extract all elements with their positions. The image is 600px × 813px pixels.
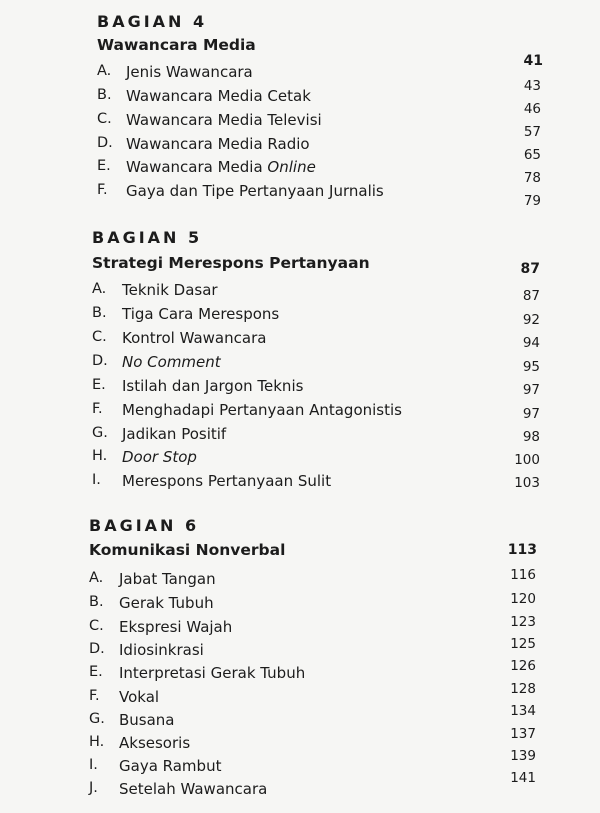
item-page-number: 57 [523,124,541,140]
item-label: Busana [119,711,175,729]
item-letter: A. [89,570,104,586]
item-page-number: 134 [510,703,536,719]
item-letter: F. [97,182,108,198]
item-letter: C. [92,329,107,345]
item-label: Menghadapi Pertanyaan Antagonistis [122,401,402,419]
item-letter: D. [89,641,105,657]
item-page-number: 97 [522,382,540,398]
item-letter: B. [97,87,112,103]
toc-item[interactable] [0,472,600,494]
item-page-number: 94 [522,335,540,351]
toc-item[interactable] [0,87,600,117]
toc-item[interactable] [0,448,600,470]
chapter-page-number: 87 [520,261,540,277]
item-letter: E. [89,664,103,680]
item-label: Merespons Pertanyaan Sulit [122,472,332,490]
item-label: Setelah Wawancara [119,780,268,798]
item-page-number: 79 [523,193,541,209]
item-page-number: 46 [523,101,541,117]
item-label: Aksesoris [119,734,191,752]
toc-item[interactable] [0,425,600,447]
chapter-page-number: 41 [523,53,543,69]
item-page-number: 128 [510,681,536,697]
toc-item[interactable] [0,63,600,94]
item-page-number: 43 [523,78,541,94]
item-label-text: Wawancara Media [126,158,268,176]
item-letter: I. [92,472,101,488]
item-letter: E. [92,377,106,393]
item-label: Vokal [119,688,160,706]
item-page-number: 98 [522,429,540,445]
item-label: Door Stop [122,448,197,466]
chapter-title[interactable]: Wawancara Media [97,36,256,54]
item-letter: C. [89,618,104,634]
item-page-number: 100 [514,452,540,468]
item-page-number: 125 [510,636,536,652]
item-label: Ekspresi Wajah [119,618,233,636]
item-page-number: 126 [510,658,536,674]
item-letter: G. [92,425,108,441]
toc-item[interactable] [0,353,600,375]
item-label: No Comment [122,353,221,371]
item-letter: H. [89,734,105,750]
toc-item[interactable] [0,567,600,592]
section-heading: BAGIAN 6 [89,516,200,535]
item-label: Teknik Dasar [122,281,218,299]
toc-item[interactable] [0,111,600,140]
item-label: Jadikan Positif [122,425,227,443]
item-label: Wawancara Media Radio [126,135,310,153]
item-letter: A. [97,63,112,79]
item-letter: B. [89,594,104,610]
item-label: Tiga Cara Merespons [122,305,280,323]
item-letter: H. [92,448,108,464]
item-letter: B. [92,305,107,321]
item-letter: D. [92,353,108,369]
toc-item[interactable] [0,591,600,616]
item-letter: G. [89,711,105,727]
item-page-number: 141 [510,770,536,786]
item-label: Istilah dan Jargon Teknis [122,377,304,395]
toc-item[interactable] [0,770,600,802]
item-label-italic: Online [267,158,316,176]
item-page-number: 116 [510,567,536,583]
item-page-number: 137 [510,726,536,742]
item-page-number: 139 [510,748,536,764]
item-page-number: 97 [522,406,540,422]
item-label: Idiosinkrasi [119,641,204,659]
item-page-number: 78 [523,170,541,186]
item-letter: I. [89,757,98,773]
section-heading: BAGIAN 5 [92,228,203,247]
item-page-number: 123 [510,614,536,630]
toc-item[interactable] [0,135,600,163]
item-page-number: 103 [514,475,540,491]
item-label: Jabat Tangan [119,570,216,588]
item-letter: F. [89,688,100,704]
item-page-number: 95 [522,359,540,375]
item-label: Wawancara Media Cetak [126,87,311,105]
item-page-number: 120 [510,591,536,607]
item-page-number: 65 [523,147,541,163]
item-label: Kontrol Wawancara [122,329,267,347]
item-letter: A. [92,281,107,297]
item-letter: J. [89,780,98,796]
item-letter: E. [97,158,111,174]
chapter-title[interactable]: Komunikasi Nonverbal [89,541,286,559]
toc-item[interactable] [0,401,600,423]
item-label [126,158,316,176]
toc-item[interactable] [0,329,600,351]
toc-item[interactable] [0,158,600,186]
item-label: Jenis Wawancara [126,63,253,81]
item-label: Gaya Rambut [119,757,222,775]
item-letter: F. [92,401,103,417]
chapter-page-number: 113 [507,542,537,558]
item-letter: C. [97,111,112,127]
toc-item[interactable] [0,377,600,399]
item-label: Gerak Tubuh [119,594,214,612]
item-page-number: 87 [522,288,540,304]
toc-item[interactable] [0,182,600,209]
toc-item[interactable] [0,305,600,327]
section-heading: BAGIAN 4 [97,12,208,31]
item-label: Gaya dan Tipe Pertanyaan Jurnalis [126,182,384,200]
item-page-number: 92 [522,312,540,328]
item-letter: D. [97,135,113,151]
toc-item[interactable] [0,281,600,303]
item-label: Wawancara Media Televisi [126,111,322,129]
chapter-title[interactable]: Strategi Merespons Pertanyaan [92,254,370,272]
item-label: Interpretasi Gerak Tubuh [119,664,306,682]
